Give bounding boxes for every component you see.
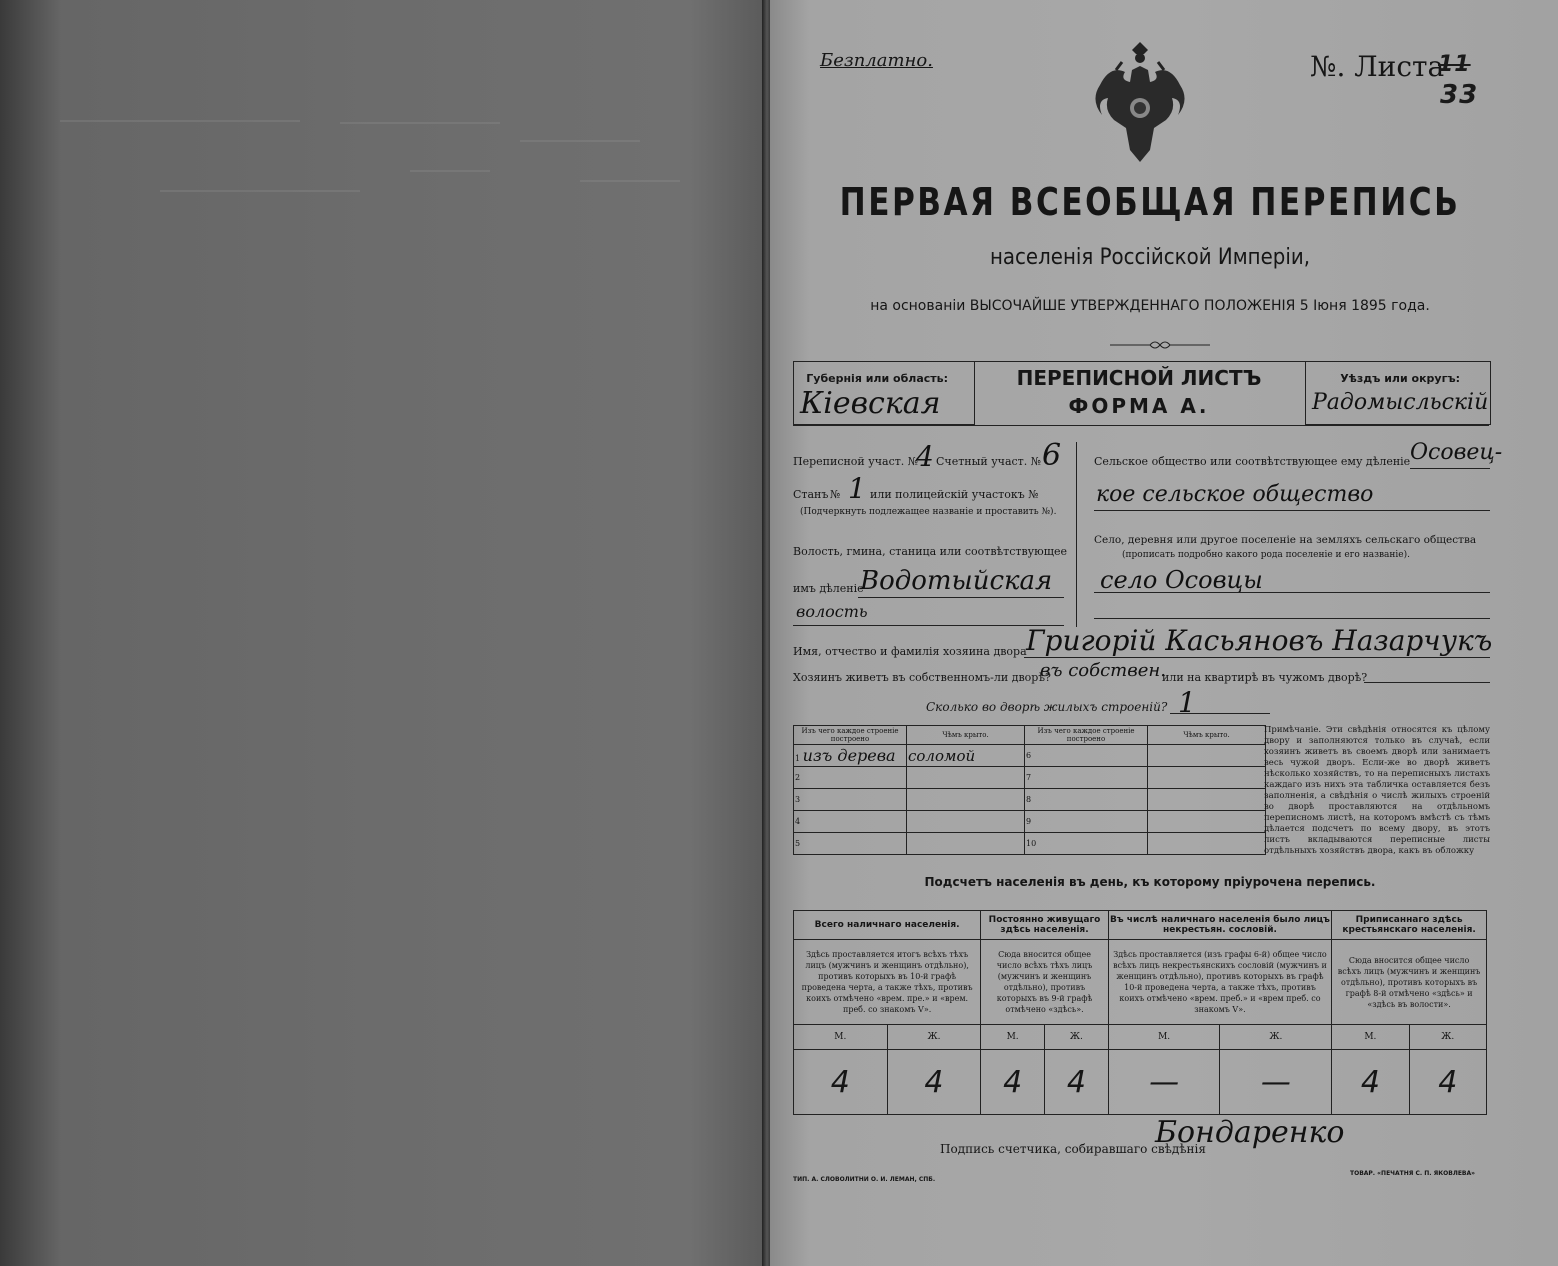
material-value: изъ дерева [802, 746, 896, 765]
form-heading: ФОРМА А. [1068, 394, 1210, 418]
district-box [1305, 361, 1491, 425]
permanent-header: Постоянно живущаго здѣсь населенія. [981, 911, 1109, 940]
enumerator-signature: Бондаренко [1155, 1115, 1345, 1150]
owner-label: Имя, отчество и фамилія хозяина двора [793, 645, 1027, 658]
total-present-desc: Здѣсь проставляется итогъ всѣхъ тѣхъ лицъ (мужчинъ и женщинъ отдѣльно), противъ которыхъ въ 10-й графѣ проведена черта, а также тѣхъ, противъ коихъ отмѣчено «врем. пре.» и «врем. преб. со знакомъ V». [794, 940, 981, 1025]
owns-yard-label: Хозяинъ живетъ въ собственномъ-ли дворѣ? [793, 671, 1051, 684]
sheet-heading: ПЕРЕПИСНОЙ ЛИСТЪ [1016, 366, 1262, 390]
registered-peasant-female: 4 [1409, 1050, 1486, 1115]
row-number: 7 [1026, 773, 1032, 782]
table-row [794, 767, 1266, 789]
volost-value-2: волость [796, 602, 868, 621]
non-peasant-male: — [1108, 1050, 1220, 1115]
registered-peasant-male: 4 [1332, 1050, 1409, 1115]
village-value: село Осовцы [1100, 566, 1263, 594]
census-form-page [770, 0, 1558, 1266]
header-bottom-rule [793, 425, 1489, 426]
row-number: 8 [1026, 795, 1032, 804]
total-present-header: Всего наличнаго населенія. [794, 911, 981, 940]
female-header: Ж. [1045, 1025, 1109, 1050]
sheet-number-handwritten: 33 [1440, 80, 1479, 110]
row-number: 1 [795, 754, 801, 763]
material-header-2: Изъ чего каждое строеніе построено [1025, 726, 1148, 745]
count-district-value: 6 [1042, 438, 1062, 473]
society-label: Сельское общество или соотвѣтствующее ему дѣленіе [1094, 455, 1411, 468]
volost-label: Волость, гмина, станица или соотвѣтствующее [793, 545, 1067, 558]
bleed-through-text [60, 100, 700, 240]
sheet-number-struck: 11 [1438, 52, 1471, 77]
district-value: Радомысльскій [1312, 390, 1489, 415]
fields-divider [1076, 442, 1077, 627]
society-value-2: кое сельское общество [1096, 482, 1374, 507]
count-district-label: Счетный участ. № [936, 455, 1042, 468]
male-header: М. [981, 1025, 1045, 1050]
volost-line-2 [793, 625, 1064, 626]
female-header: Ж. [887, 1025, 981, 1050]
non-peasant-header: Въ числѣ наличнаго населенія было лицъ некрестьян. сословій. [1108, 911, 1331, 940]
volost-label-2: имъ дѣленіе [793, 582, 864, 595]
district-label: Уѣздъ или округъ: [1340, 372, 1460, 385]
female-header: Ж. [1409, 1025, 1486, 1050]
census-district-value: 4 [916, 440, 934, 473]
owns-yard-value: въ собствен. [1040, 660, 1166, 681]
form-subtitle: населенія Россійской Имперіи, [989, 245, 1311, 270]
stan-label: Станъ [793, 488, 829, 501]
table-row [794, 811, 1266, 833]
permanent-female: 4 [1045, 1050, 1109, 1115]
stan-value: 1 [848, 472, 866, 505]
volost-line [858, 597, 1064, 598]
sheet-number-label: №. Листа [1310, 50, 1445, 83]
row-number: 4 [795, 817, 801, 826]
total-present-female: 4 [887, 1050, 981, 1115]
non-peasant-desc: Здѣсь проставляется (изъ графы 6-й) общее число всѣхъ лицъ некрестьянскихъ сословій (мужчинъ и женщинъ отдѣльно), противъ которыхъ въ графѣ 10-й проведена черта, а также тѣхъ, противъ коихъ отмѣчено «врем. преб.» и «врем преб. со знакомъ V». [1108, 940, 1331, 1025]
signature-label: Подпись счетчика, собиравшаго свѣдѣнія [940, 1142, 1206, 1156]
row-number: 2 [795, 773, 801, 782]
owner-value: Григорій Касьяновъ Назарчукъ [1026, 624, 1493, 657]
row-number: 5 [795, 839, 801, 848]
owner-line [1024, 657, 1490, 658]
double-headed-eagle-emblem [1080, 40, 1200, 170]
free-label: Безплатно. [820, 50, 933, 71]
permanent-desc: Сюда вносится общее число всѣхъ тѣхъ лицъ (мужчинъ и женщинъ отдѣльно), противъ которыхъ въ 9-й графѣ отмѣчено «здѣсь». [981, 940, 1109, 1025]
left-page [0, 0, 766, 1266]
police-district-label: или полицейскій участокъ № [870, 488, 1039, 501]
volost-value: Водотыйская [860, 566, 1053, 596]
roof-value: соломой [908, 746, 976, 765]
roof-header-2: Чѣмъ крыто. [1148, 726, 1266, 745]
rents-yard-line [1364, 682, 1490, 683]
buildings-note: Примѣчаніе. Эти свѣдѣнія относятся къ цѣлому двору и заполняются только въ случаѣ, если хозяинъ живетъ въ своемъ дворѣ или занимаетъ весь чужой дворъ. Если-же во дворѣ живетъ нѣсколько хозяйствъ, то на переписныхъ листахъ каждаго изъ нихъ эта табличка оставляется безъ заполненія, а свѣдѣнія о числѣ жилыхъ строеній во дворѣ проставляются на отдѣльномъ переписномъ листѣ, на которомъ вмѣстѣ съ тѣмъ дѣлается подсчетъ по всему двору, въ этотъ листъ вкладываются переписные листы отдѣльныхъ хозяйствъ двора, какъ въ обложку [1264, 725, 1490, 856]
registered-peasant-desc: Сюда вносится общее число всѣхъ лицъ (мужчинъ и женщинъ отдѣльно), противъ которыхъ въ графѣ 8-й отмѣчено «здѣсь» и «здѣсь въ волости». [1332, 940, 1487, 1025]
table-row [794, 833, 1266, 855]
buildings-count-label: Сколько во дворѣ жилыхъ строеній? [926, 700, 1168, 714]
material-header: Изъ чего каждое строеніе построено [794, 726, 907, 745]
village-line [1094, 592, 1490, 593]
printer-mark-left: ТИП. А. СЛОВОЛИТНИ О. И. ЛЕМАН, СПБ. [793, 1176, 936, 1183]
society-line [1410, 468, 1490, 469]
buildings-count-value: 1 [1178, 686, 1196, 719]
roof-header: Чѣмъ крыто. [907, 726, 1025, 745]
printer-mark-right: ТОВАР. «ПЕЧАТНЯ С. П. ЯКОВЛЕВА» [1350, 1170, 1476, 1177]
village-line-2 [1094, 618, 1490, 619]
male-header: М. [794, 1025, 888, 1050]
buildings-count-line [1170, 713, 1270, 714]
population-count-table [793, 910, 1487, 1115]
total-present-male: 4 [794, 1050, 888, 1115]
village-label: Село, деревня или другое поселеніе на земляхъ сельскаго общества [1094, 534, 1477, 546]
non-peasant-female: — [1220, 1050, 1332, 1115]
buildings-table [793, 725, 1266, 855]
sheet-form-heading [975, 366, 1303, 418]
province-box [793, 361, 975, 425]
society-value: Осовец- [1410, 440, 1503, 465]
male-header: М. [1108, 1025, 1220, 1050]
stan-note: (Подчеркнуть подлежащее названіе и проставить №). [800, 507, 1057, 517]
permanent-male: 4 [981, 1050, 1045, 1115]
census-district-label: Переписной участ. № [793, 455, 919, 468]
female-header: Ж. [1220, 1025, 1332, 1050]
registered-peasant-header: Приписаннаго здѣсь крестьянскаго населенія. [1332, 911, 1487, 940]
table-row [794, 745, 1266, 767]
row-number: 10 [1026, 839, 1037, 848]
male-header: М. [1332, 1025, 1409, 1050]
society-line-2 [1094, 510, 1490, 511]
province-value: Кіевская [800, 386, 941, 421]
rents-yard-label: или на квартирѣ въ чужомъ дворѣ? [1162, 671, 1368, 684]
row-number: 9 [1026, 817, 1032, 826]
table-row [794, 789, 1266, 811]
legal-basis: на основаніи ВЫСОЧАЙШЕ УТВЕРЖДЕННАГО ПОЛОЖЕНІЯ 5 Іюня 1895 года. [870, 298, 1430, 314]
population-count-title: Подсчетъ населенія въ день, къ которому пріурочена перепись. [924, 875, 1376, 889]
row-number: 6 [1026, 751, 1032, 760]
row-number: 3 [795, 795, 801, 804]
stan-no: № [830, 488, 841, 501]
form-title: ПЕРВАЯ ВСЕОБЩАЯ ПЕРЕПИСЬ [839, 180, 1461, 224]
province-label: Губернія или область: [806, 372, 948, 385]
ornament-divider [1110, 338, 1210, 352]
village-note: (прописать подробно какого рода поселеніе и его названіе). [1122, 550, 1410, 560]
